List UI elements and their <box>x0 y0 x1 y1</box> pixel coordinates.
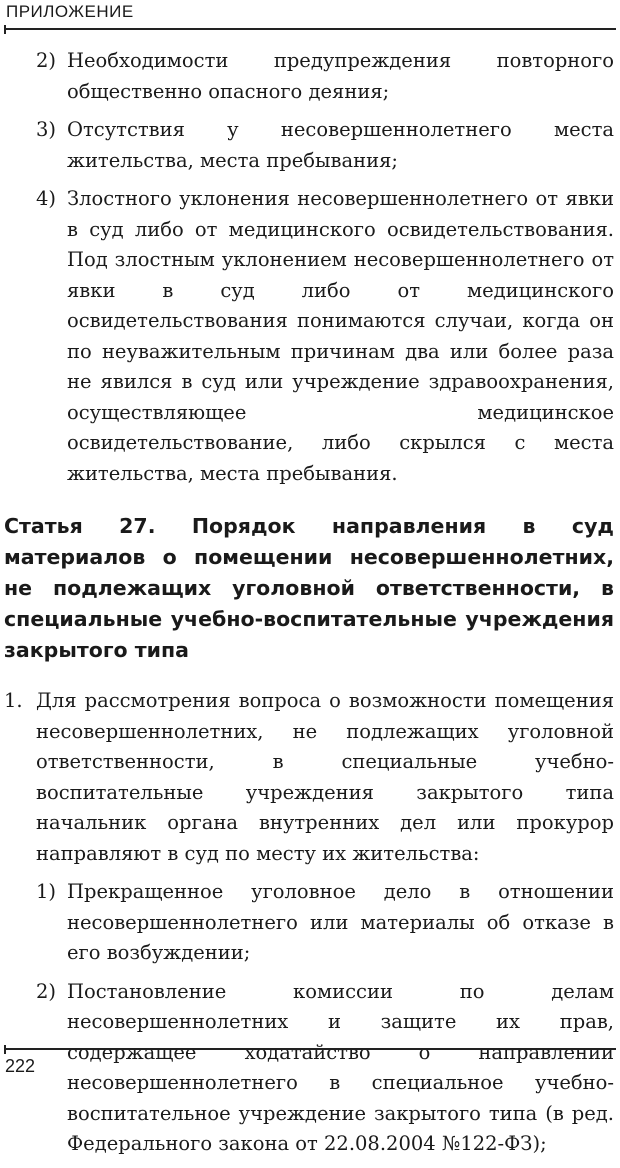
list-item <box>0 46 620 107</box>
footer-rule <box>4 1048 616 1050</box>
page-body <box>0 46 620 1168</box>
list-item-number: 4) <box>36 187 57 210</box>
article-paragraph <box>0 686 620 869</box>
list-item <box>0 977 620 1160</box>
list-item-number: 3) <box>36 118 57 141</box>
paragraph-text: Для рассмотрения вопроса о возможности помещения несовершеннолетних, не подлежащих уголовной ответственности, в специальные учебно-воспитательные учреждения закрытого типа начальник органа внутренних дел или прокурор направляют в суд по месту их жительства: <box>36 689 614 865</box>
list-item <box>0 115 620 176</box>
list-item-text: Отсутствия у несовершеннолетнего места жительства, места пребывания; <box>67 118 614 172</box>
list-item-number: 2) <box>36 979 57 1003</box>
list-item <box>0 877 620 969</box>
list-item-text: Необходимости предупреждения повторного общественно опасного деяния; <box>67 49 614 103</box>
list-item-number: 2) <box>36 49 57 72</box>
paragraph-number: 1. <box>4 689 23 712</box>
article-heading: Статья 27. Порядок направления в суд материалов о помещении несовершеннолетних, не подлежащих уголовной ответственности, в специальные учебно-воспитательные учреждения закрытого типа <box>4 514 614 662</box>
running-header: ПРИЛОЖЕНИЕ <box>6 2 134 21</box>
list-item-text: Злостного уклонения несовершеннолетнего от явки в суд либо от медицинского освидетельствования. Под злостным уклонением несовершеннолетнего от явки в суд либо от медицинского освидетельствования понимаются случаи, когда он по неуважительным причинам два или более раза не явился в суд или учреждение здравоохранения, осуществляющее медицинское освидетельствование, либо скрылся с места жительства, места пребывания. <box>67 187 614 485</box>
list-item <box>0 184 620 489</box>
list-item-text: Прекращенное уголовное дело в отношении несовершеннолетнего или материалы об отказе в его возбуждении; <box>67 880 614 964</box>
list-item-text: Постановление комиссии по делам несовершеннолетних и защите их прав, содержащее ходатайство о направлении несовершеннолетнего в специальное учебно-воспитательное учреждение закрытого типа (в ред. Федерального закона от 22.08.2004 №122-ФЗ); <box>67 979 614 1155</box>
header-rule <box>4 28 616 30</box>
list-item-number: 1) <box>36 880 57 903</box>
page-number: 222 <box>5 1056 36 1076</box>
